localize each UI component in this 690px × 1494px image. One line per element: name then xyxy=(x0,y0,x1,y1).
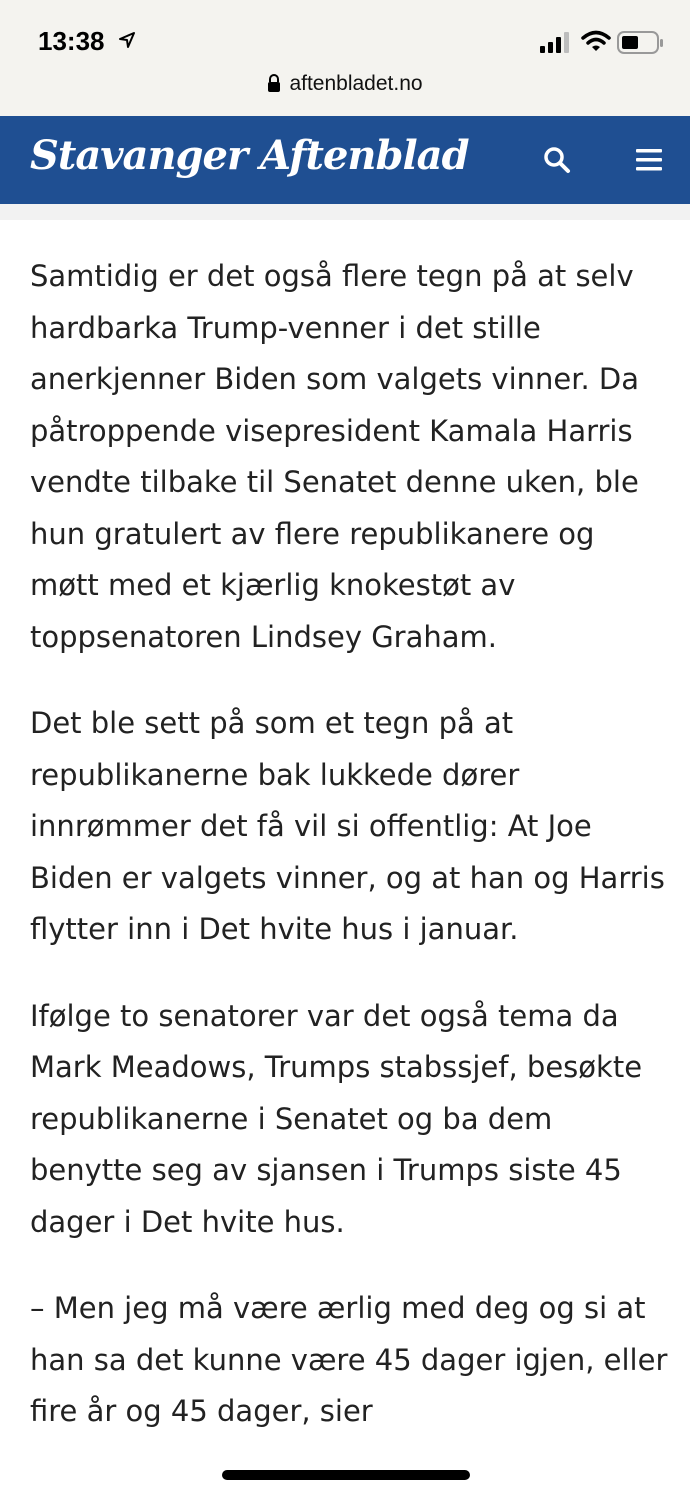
article-paragraph: – Men jeg må være ærlig med deg og si at han sa det kunne være 45 dager igjen, eller fire år og 45 dager, sier xyxy=(30,1291,668,1428)
article-paragraph: Samtidig er det også flere tegn på at selv hardbarka Trump-venner i det stille anerkjenner Biden som valgets vinner. Da påtroppende visepresident Kamala Harris vendte tilbake til Senatet denne uken, ble hun gratulert av flere republikanere og møtt med et kjærlig knokestøt av toppsenatoren Lindsey Graham. xyxy=(30,259,640,654)
address-bar[interactable] xyxy=(0,72,690,102)
status-time: 13:38 xyxy=(38,26,105,56)
wifi-icon xyxy=(581,30,611,54)
article-body xyxy=(30,251,670,1473)
header-divider xyxy=(0,204,690,220)
location-arrow-icon xyxy=(118,31,136,49)
article-paragraph: Det ble sett på som et tegn på at republikanerne bak lukkede dører innrømmer det få vil si offentlig: At Joe Biden er valgets vinner, og at han og Harris flytter inn i Det hvite hus i januar. xyxy=(30,706,665,946)
menu-icon[interactable] xyxy=(634,147,664,175)
home-indicator[interactable] xyxy=(222,1470,470,1480)
site-logo[interactable]: Stavanger Aftenblad xyxy=(30,132,469,179)
browser-chrome xyxy=(0,0,690,116)
search-icon[interactable] xyxy=(542,145,572,175)
article-paragraph: Ifølge to senatorer var det også tema da Mark Meadows, Trumps stabssjef, besøkte republikanerne i Senatet og ba dem benytte seg av sjansen i Trumps siste 45 dager i Det hvite hus. xyxy=(30,998,643,1239)
lock-icon xyxy=(267,74,281,92)
battery-icon xyxy=(617,31,665,55)
cellular-signal-icon xyxy=(540,32,574,54)
url-text: aftenbladet.no xyxy=(289,72,423,95)
